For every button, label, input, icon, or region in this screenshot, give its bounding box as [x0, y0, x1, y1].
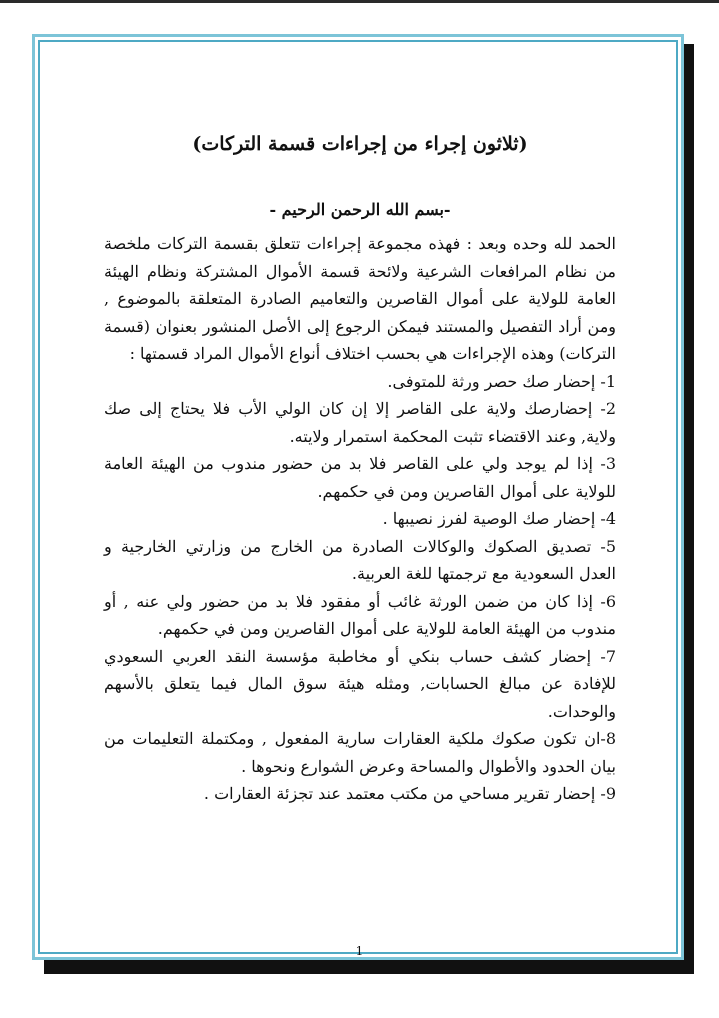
procedure-item-5: 5- تصديق الصكوك والوكالات الصادرة من الخارج من وزارتي الخارجية و العدل السعودية مع ترجمتها للغة العربية. — [104, 536, 616, 583]
procedure-item-7: 7- إحضار كشف حساب بنكي أو مخاطبة مؤسسة النقد العربي السعودي للإفادة عن مبالغ الحسابات, ومثله هيئة سوق المال فيما يتعلق بالأسهم والوحدات. — [104, 646, 616, 721]
top-edge-line — [0, 0, 719, 3]
procedure-item-4: 4- إحضار صك الوصية لفرز نصيبها . — [382, 509, 616, 528]
procedure-item-8: 8-ان تكون صكوك ملكية العقارات سارية المفعول , ومكتملة التعليمات من بيان الحدود والأطوال والمساحة وعرض الشوارع ونحوها . — [104, 729, 616, 776]
page-number: 1 — [355, 944, 364, 958]
intro-paragraph: الحمد لله وحده وبعد : فهذه مجموعة إجراءات تتعلق بقسمة التركات ملخصة من نظام المرافعات الشرعية ولائحة قسمة الأموال المشتركة ونظام الهيئة العامة للولاية على أموال القاصرين والتعاميم الصادرة المتعلقة بالموضوع , ومن أراد التفصيل والمستند فيمكن الرجوع إلى الأصل المنشور بعنوان (قسمة التركات) وهذه الإجراءات هي بحسب اختلاف أنواع الأموال المراد قسمتها : — [104, 234, 617, 363]
document-body — [104, 118, 616, 808]
procedure-item-2: 2- إحضارصك ولاية على القاصر إلا إن كان الولي الأب فلا يحتاج إلى صك ولاية, وعند الاقتضاء تثبت المحكمة استمرار ولايته. — [104, 399, 617, 446]
procedure-item-6: 6- إذا كان من ضمن الورثة غائب أو مفقود فلا بد من حضور ولي عنه , أو مندوب من الهيئة العامة للولاية على أموال القاصرين ومن في حكمهم. — [104, 591, 616, 638]
document-title: (ثلاثون إجراء من إجراءات قسمة التركات) — [192, 133, 528, 155]
basmala: -بسم الله الرحمن الرحيم - — [269, 200, 451, 219]
procedure-item-1: 1- إحضار صك حصر ورثة للمتوفى. — [387, 371, 616, 391]
procedure-item-9: 9- إحضار تقرير مساحي من مكتب معتمد عند تجزئة العقارات . — [203, 784, 616, 803]
procedure-item-3: 3- إذا لم يوجد ولي على القاصر فلا بد من حضور مندوب من الهيئة العامة للولاية على أموال القاصرين ومن في حكمهم. — [104, 454, 617, 501]
